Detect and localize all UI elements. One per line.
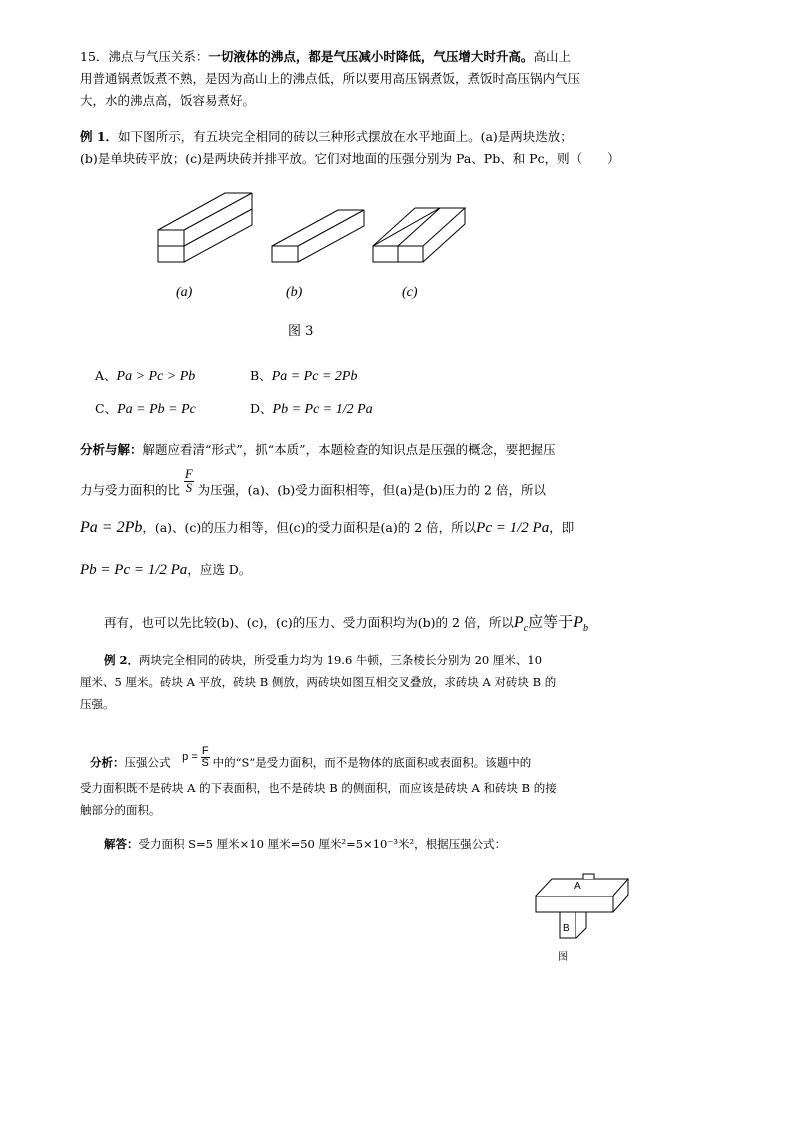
option-c-letter: C、 (95, 401, 118, 416)
analysis1-text1: 解题应看清“形式”，抓“本质”，本题检查的知识点是压强的概念，要把握压 (142, 442, 556, 457)
section15-tail: 高山上 (533, 49, 571, 64)
option-d-expr: Pb = Pc = 1/2 Pa (272, 402, 373, 417)
boiling-rule: 一切液体的沸点，都是气压减小时降低，气压增大时升高。 (208, 49, 534, 64)
option-c-expr: Pa = Pb = Pc (117, 402, 196, 417)
analysis1-text3: ，(a)、(c)的压力相等，但(c)的受力面积是(a)的 2 倍，所以 (142, 520, 477, 535)
option-a-letter: A、 (95, 368, 117, 383)
analysis2-text1a: 压强公式 (124, 755, 171, 770)
brick-a-label: A (574, 881, 581, 892)
expr-pa-2pb: Pa = 2Pb (80, 519, 143, 536)
analysis1-text3-tail: ，即 (549, 520, 575, 535)
example2-text1: 两块完全相同的砖块，所受重力均为 19.6 牛顿，三条棱长分别为 20 厘米、10 (139, 653, 543, 667)
example1-line2: (b)是单块砖平放；(c)是两块砖并排平放。它们对地面的压强分别为 Pa、Pb、和 Pc，则（ ） (80, 151, 620, 166)
example1-text: 如下图所示，有五块完全相同的砖以三种形式摆放在水平地面上。(a)是两块迭放； (118, 129, 573, 144)
pc-symbol: $P_c$ (513, 614, 529, 635)
analysis1-text5-tail: 应等于 (528, 613, 574, 631)
answer2-label: 解答： (104, 837, 139, 851)
analysis1-text5: 再有，也可以先比较(b)、(c)，(c)的压力、受力面积均为(b)的 2 倍，所以 (104, 615, 514, 630)
section-number: 15． (80, 49, 109, 64)
expr-pb-pc-half-pa: Pb = Pc = 1/2 Pa (80, 562, 188, 578)
analysis2-label: 分析： (90, 755, 125, 770)
example1-label: 例 1． (80, 129, 119, 144)
formula-p: p = (182, 751, 198, 764)
formula-num: F (201, 745, 209, 757)
expr-pc-half-pa: Pc = 1/2 Pa (476, 520, 550, 536)
fig-label-c: (c) (402, 285, 418, 300)
example2-line2: 厘米、5 厘米。砖块 A 平放，砖块 B 侧放，两砖块如图互相交叉叠放，求砖块 A 对砖块 B 的 (80, 675, 557, 689)
analysis2-line2: 受力面积既不是砖块 A 的下表面积，也不是砖块 B 的侧面积，而应该是砖块 A 和砖块 B 的接 (80, 781, 557, 795)
crossed-fig-caption: 图 (558, 952, 568, 963)
pb-symbol: $P_b$ (573, 614, 588, 635)
analysis2-text1b: 中的“S”是受力面积，而不是物体的底面积或表面积。该题中的 (212, 755, 532, 770)
fig-label-b: (b) (286, 285, 303, 300)
section-title: 沸点与气压关系： (108, 49, 209, 64)
analysis2-line3: 触部分的面积。 (80, 803, 161, 817)
example2-label: 例 2． (104, 653, 140, 667)
fig3-caption: 图 3 (288, 324, 314, 339)
analysis1-text4: ，应选 D。 (187, 562, 252, 577)
analysis1-text2b: 为压强，(a)、(b)受力面积相等，但(a)是(b)压力的 2 倍，所以 (197, 482, 546, 498)
section15-line3: 大，水的沸点高，饭容易煮好。 (80, 93, 256, 108)
answer2-text: 受力面积 S=5 厘米×10 厘米=50 厘米²=5×10⁻³米²，根据压强公式： (138, 837, 507, 851)
analysis1-text2a: 力与受力面积的比 (80, 482, 181, 498)
brick-b-label: B (563, 923, 570, 934)
option-a-expr: Pa > Pc > Pb (116, 369, 196, 384)
frac-den: S (185, 480, 192, 495)
fig-label-a: (a) (176, 285, 193, 300)
frac-num: F (185, 467, 193, 481)
analysis1-label: 分析与解： (80, 442, 143, 457)
example2-line3: 压强。 (80, 697, 115, 711)
option-b-expr: Pa = Pc = 2Pb (271, 369, 358, 384)
option-b-letter: B、 (250, 368, 272, 383)
section15-line2: 用普通锅煮饭煮不熟，是因为高山上的沸点低，所以要用高压锅煮饭，煮饭时高压锅内气压 (80, 71, 581, 86)
formula-den: S (201, 757, 209, 769)
option-d-letter: D、 (250, 401, 273, 416)
